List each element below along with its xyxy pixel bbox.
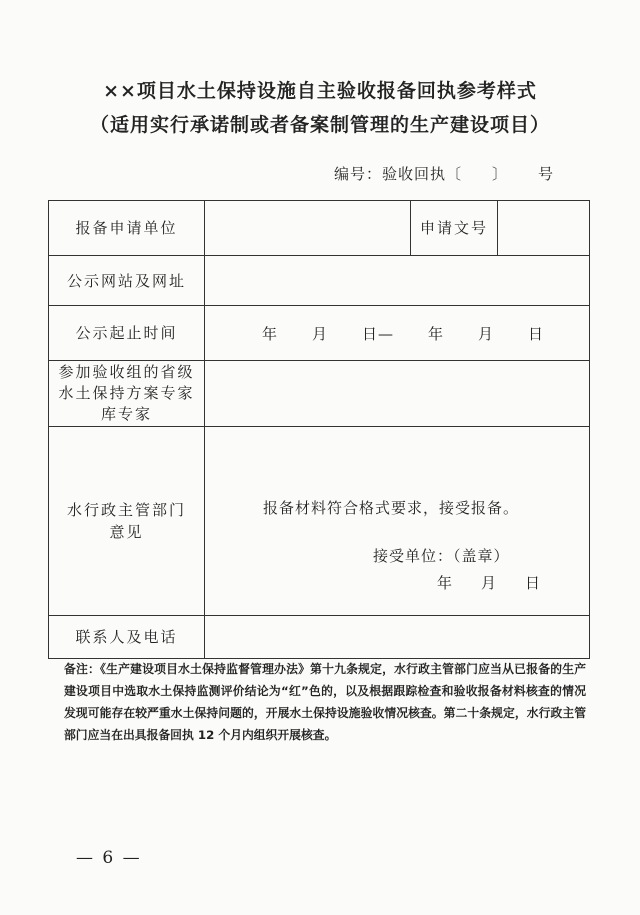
document-title: ××项目水土保持设施自主验收报备回执参考样式	[103, 80, 537, 102]
experts-label-line3: 库专家	[100, 405, 152, 423]
opinion-label-line1: 水行政主管部门	[66, 501, 186, 519]
end-month: 月	[477, 324, 494, 343]
receipt-number-line	[334, 163, 554, 184]
start-year: 年	[261, 324, 278, 343]
opinion-label	[49, 427, 205, 616]
document-subtitle: （适用实行承诺制或者备案制管理的生产建设项目）	[89, 114, 550, 136]
end-year: 年	[427, 324, 444, 343]
page-number: — 6 —	[76, 848, 142, 868]
end-day: 日	[527, 324, 544, 343]
contact-label: 联系人及电话	[49, 616, 205, 659]
applicant-label: 报备申请单位	[49, 201, 205, 256]
row-publicity-period	[49, 306, 590, 361]
opinion-value[interactable]	[205, 427, 590, 616]
website-label: 公示网站及网址	[49, 256, 205, 306]
row-experts	[49, 361, 590, 427]
start-month: 月	[311, 324, 328, 343]
remark-note: 备注：《生产建设项目水土保持监督管理办法》第十九条规定，水行政主管部门应当从已报备的生产建设项目中选取水土保持监测评价结论为“红”色的，以及根据跟踪检查和验收报备材料核查的情况发现可能存在较严重水土保持问题的，开展水土保持设施验收情况核查。第二十条规定，水行政主管部门应当在出具报备回执 12 个月内组织开展核查。	[64, 662, 586, 742]
opinion-date	[437, 572, 569, 593]
experts-label-line1: 参加验收组的省级	[58, 363, 195, 381]
row-applicant	[49, 201, 590, 256]
opinion-month: 月	[481, 574, 498, 592]
publicity-period-value[interactable]	[205, 306, 590, 361]
receiver-seal-line: 接受单位：（盖章）	[373, 547, 510, 565]
publicity-period-label: 公示起止时间	[49, 306, 205, 361]
application-number-label: 申请文号	[411, 201, 498, 256]
opinion-label-line2: 意见	[109, 523, 144, 541]
receipt-form-table	[48, 200, 590, 659]
receipt-number-suffix: 号	[537, 165, 554, 183]
receipt-number-prefix: 编号：验收回执〔	[333, 165, 462, 183]
contact-value[interactable]	[205, 616, 590, 659]
row-website	[49, 256, 590, 306]
experts-label-line2: 水土保持方案专家	[58, 384, 195, 402]
opinion-year: 年	[437, 574, 454, 592]
row-opinion	[49, 427, 590, 616]
applicant-value[interactable]	[205, 201, 411, 256]
experts-label	[49, 361, 205, 427]
row-contact	[49, 616, 590, 659]
experts-value[interactable]	[205, 361, 590, 427]
website-value[interactable]	[205, 256, 590, 306]
start-day: 日—	[361, 324, 394, 343]
application-number-value[interactable]	[498, 201, 590, 256]
opinion-day: 日	[525, 574, 542, 592]
opinion-text: 报备材料符合格式要求，接受报备。	[263, 499, 520, 517]
receipt-number-bracket: 〕	[491, 165, 508, 183]
